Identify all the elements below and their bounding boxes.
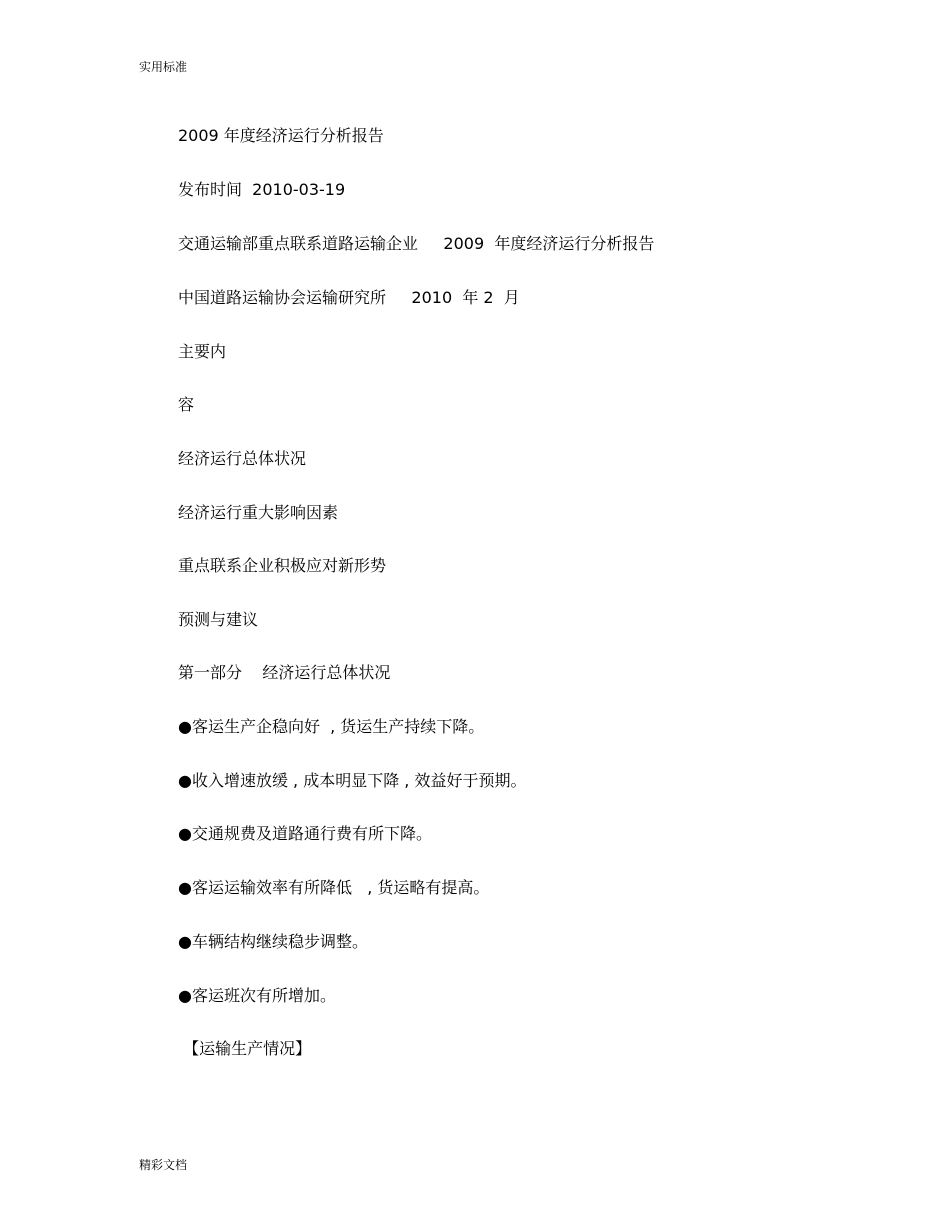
page-header: 实用标准: [139, 60, 188, 74]
section-heading: 第一部分 经济运行总体状况: [178, 663, 391, 682]
bullet-item: ●客运班次有所增加。: [178, 986, 336, 1005]
page-footer: 精彩文档: [139, 1158, 188, 1172]
contents-heading-part2: 容: [178, 395, 195, 414]
contents-heading-part1: 主要内: [178, 342, 227, 361]
report-author-date: 中国道路运输协会运输研究所 2010 年 2 月: [178, 288, 520, 307]
bullet-item: ●客运运输效率有所降低 , 货运略有提高。: [178, 878, 490, 897]
bullet-item: ●客运生产企稳向好 , 货运生产持续下降。: [178, 717, 485, 736]
contents-item: 经济运行总体状况: [178, 449, 307, 468]
contents-item: 经济运行重大影响因素: [178, 503, 339, 522]
report-title: 2009 年度经济运行分析报告: [178, 126, 384, 145]
bullet-item: ●交通规费及道路通行费有所下降。: [178, 824, 432, 843]
publish-date: 发布时间 2010-03-19: [178, 180, 346, 199]
subsection-heading: 【运输生产情况】: [178, 1039, 312, 1058]
contents-item: 重点联系企业积极应对新形势: [178, 556, 387, 575]
bullet-item: ●收入增速放缓 , 成本明显下降 , 效益好于预期。: [178, 771, 527, 790]
bullet-item: ●车辆结构继续稳步调整。: [178, 932, 368, 951]
contents-item: 预测与建议: [178, 610, 259, 629]
report-subtitle: 交通运输部重点联系道路运输企业 2009 年度经济运行分析报告: [178, 234, 655, 253]
